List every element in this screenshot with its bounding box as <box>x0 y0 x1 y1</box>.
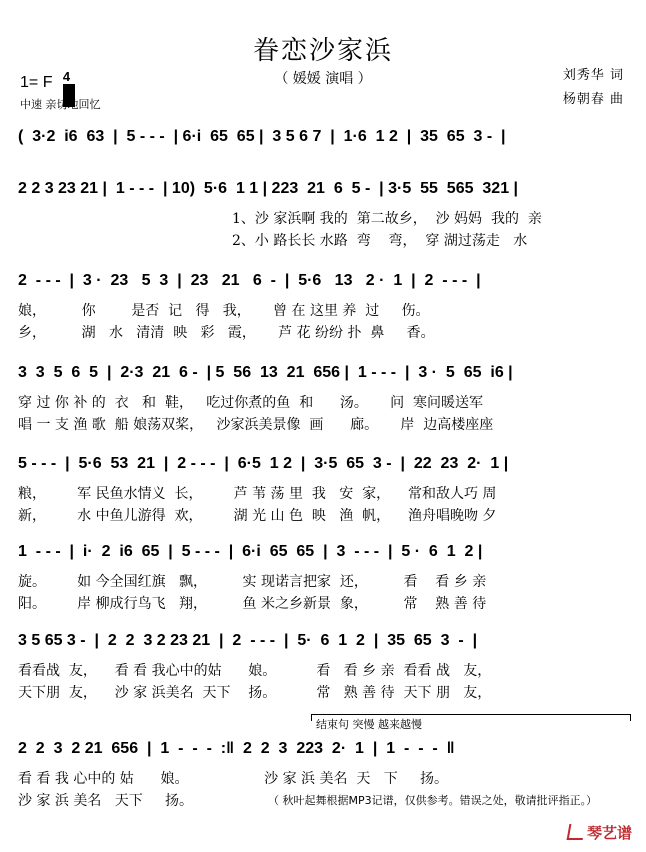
music-note-logo-icon <box>567 824 586 840</box>
lyric-line-5-verse-1: 粮， 军 民鱼水情义 长， 芦 苇 荡 里 我 安 家， 常和敌人巧 周 <box>18 486 497 502</box>
lyric-line-6-verse-1: 旋。 如 今全国红旗 飘， 实 现诺言把家 还， 看 看 乡 亲 <box>18 574 487 590</box>
staff-line-7: 3 5 65 3 - | 2 2 3 2 23 21 | 2 - - - | 5· 6 1 2 | 35 65 3 - | <box>18 632 478 649</box>
lyricist-credit: 刘秀华 词 <box>562 68 624 83</box>
composer-credit: 杨朝春 曲 <box>562 92 624 107</box>
lyric-line-5-verse-2: 新， 水 中鱼儿游得 欢， 湖 光 山 色 映 渔 帆， 渔舟唱晚吻 夕 <box>18 508 497 524</box>
lyric-line-8-verse-1: 看 看 我 心中的 姑 娘。 沙 家 浜 美名 天 下 扬。 <box>18 771 449 787</box>
staff-line-2: 2 2 3 23 21 | 1 - - - | 10) 5·6 1 1 | 223 21 6 5 - | 3·5 55 565 321 | <box>18 180 519 197</box>
lyric-line-4-verse-2: 唱 一 支 渔 歌 船 娘荡双桨， 沙家浜美景像 画 廊。 岸 边高楼座座 <box>18 417 494 433</box>
staff-line-4: 3 3 5 6 5 | 2·3 21 6 - | 5 56 13 21 656 | 1 - - - | 3 · 5 65 i6 | <box>18 364 513 381</box>
key-signature <box>20 70 70 96</box>
lyric-line-6-verse-2: 阳。 岸 柳成行鸟飞 翔， 鱼 米之乡新景 象， 常 熟 善 待 <box>18 596 487 612</box>
staff-line-1: ( 3·2 i6 63 | 5 - - - | 6·i 65 65 | 3 5 6 7 | 1·6 1 2 | 35 65 3 - | <box>18 128 506 145</box>
lyric-line-2-verse-2: 2、小 路长长 水路 弯 弯， 穿 湖过荡走 水 <box>232 233 528 249</box>
tempo-marking: 中速 亲切地回忆 <box>20 98 101 111</box>
staff-line-6: 1 - - - | i· 2 i6 65 | 5 - - - | 6·i 65 65 | 3 - - - | 5 · 6 1 2 | <box>18 543 483 560</box>
lyric-line-2-verse-1: 1、沙 家浜啊 我的 第二故乡， 沙 妈妈 我的 亲 <box>232 211 542 227</box>
staff-line-3: 2 - - - | 3 · 23 5 3 | 23 21 6 - | 5·6 13 2 · 1 | 2 - - - | <box>18 272 481 289</box>
lyric-line-3-verse-2: 乡， 湖 水 清清 映 彩 霞， 芦 花 纷纷 扑 鼻 香。 <box>18 325 435 341</box>
logo-text: 琴艺谱 <box>587 824 633 842</box>
key-label: 1= F <box>20 74 53 92</box>
song-title: 眷恋沙家浜 <box>252 36 393 66</box>
time-sig-top: 4 <box>62 69 71 84</box>
lyric-line-7-verse-2: 天下朋 友， 沙 家 浜美名 天下 扬。 常 熟 善 待 天下 朋 友， <box>18 685 492 701</box>
transcription-footnote: （ 秋叶起舞根据MP3记谱，仅供参考。错误之处，敬请批评指正。） <box>268 794 598 807</box>
performer-subtitle: （ 媛媛 演唱 ） <box>274 71 372 87</box>
lyric-line-8-verse-2: 沙 家 浜 美名 天下 扬。 <box>18 793 193 809</box>
staff-line-5: 5 - - - | 5·6 53 21 | 2 - - - | 6·5 1 2 | 3·5 65 3 - | 22 23 2· 1 | <box>18 455 509 472</box>
lyric-line-3-verse-1: 娘， 你 是否 记 得 我， 曾 在 这里 养 过 伤。 <box>18 303 430 319</box>
lyric-line-7-verse-1: 看看战 友， 看 看 我心中的姑 娘。 看 看 乡 亲 看看 战 友， <box>18 663 492 679</box>
time-signature <box>63 70 70 96</box>
site-logo[interactable] <box>568 822 632 843</box>
staff-line-8: 2 2 3 2 21 656 | 1 - - - :‖ 2 2 3 223 2· 1 | 1 - - - ‖ <box>18 740 455 757</box>
ending-bracket-label: 结束句 突慢 越来越慢 <box>316 718 422 731</box>
lyric-line-4-verse-1: 穿 过 你 补 的 衣 和 鞋， 吃过你煮的鱼 和 汤。 问 寒问暖送军 <box>18 395 484 411</box>
